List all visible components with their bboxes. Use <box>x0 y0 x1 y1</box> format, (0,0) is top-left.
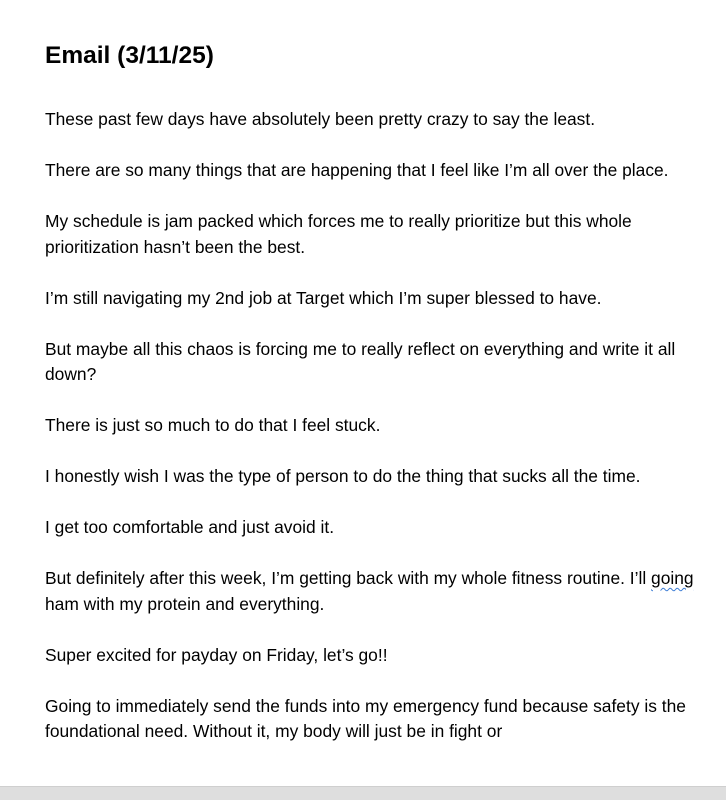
paragraph: I’m still navigating my 2nd job at Target which I’m super blessed to have. <box>45 287 602 308</box>
paragraph: Super excited for payday on Friday, let’s go!! <box>45 644 388 665</box>
paragraph-text: ham with my protein and everything. <box>45 593 325 614</box>
paragraph-text: But definitely after this week, I’m getting back with my whole fitness routine. I’ll <box>45 568 652 588</box>
paragraph: But maybe all this chaos is forcing me to really reflect on everything and write it all down? <box>45 338 676 384</box>
paragraph: There are so many things that are happening that I feel like I’m all over the place. <box>45 160 669 180</box>
horizontal-scrollbar[interactable] <box>0 786 726 800</box>
paragraph: These past few days have absolutely been pretty crazy to say the least. <box>45 109 596 129</box>
paragraph: Going to immediately send the funds into my emergency fund because safety is the foundational need. Without it, my body will just be in fight or <box>45 695 686 741</box>
paragraph: I get too comfortable and just avoid it. <box>45 517 335 537</box>
spellcheck-flagged-word[interactable]: going <box>651 568 694 588</box>
paragraph: There is just so much to do that I feel stuck. <box>45 415 381 435</box>
paragraph: My schedule is jam packed which forces me to really prioritize but this whole prioritization hasn’t been the best. <box>45 211 632 257</box>
document-body[interactable] <box>45 37 705 770</box>
document-title: Email (3/11/25) <box>45 42 214 69</box>
paragraph: I honestly wish I was the type of person to do the thing that sucks all the time. <box>45 466 641 486</box>
paragraph-fitness <box>45 566 705 617</box>
